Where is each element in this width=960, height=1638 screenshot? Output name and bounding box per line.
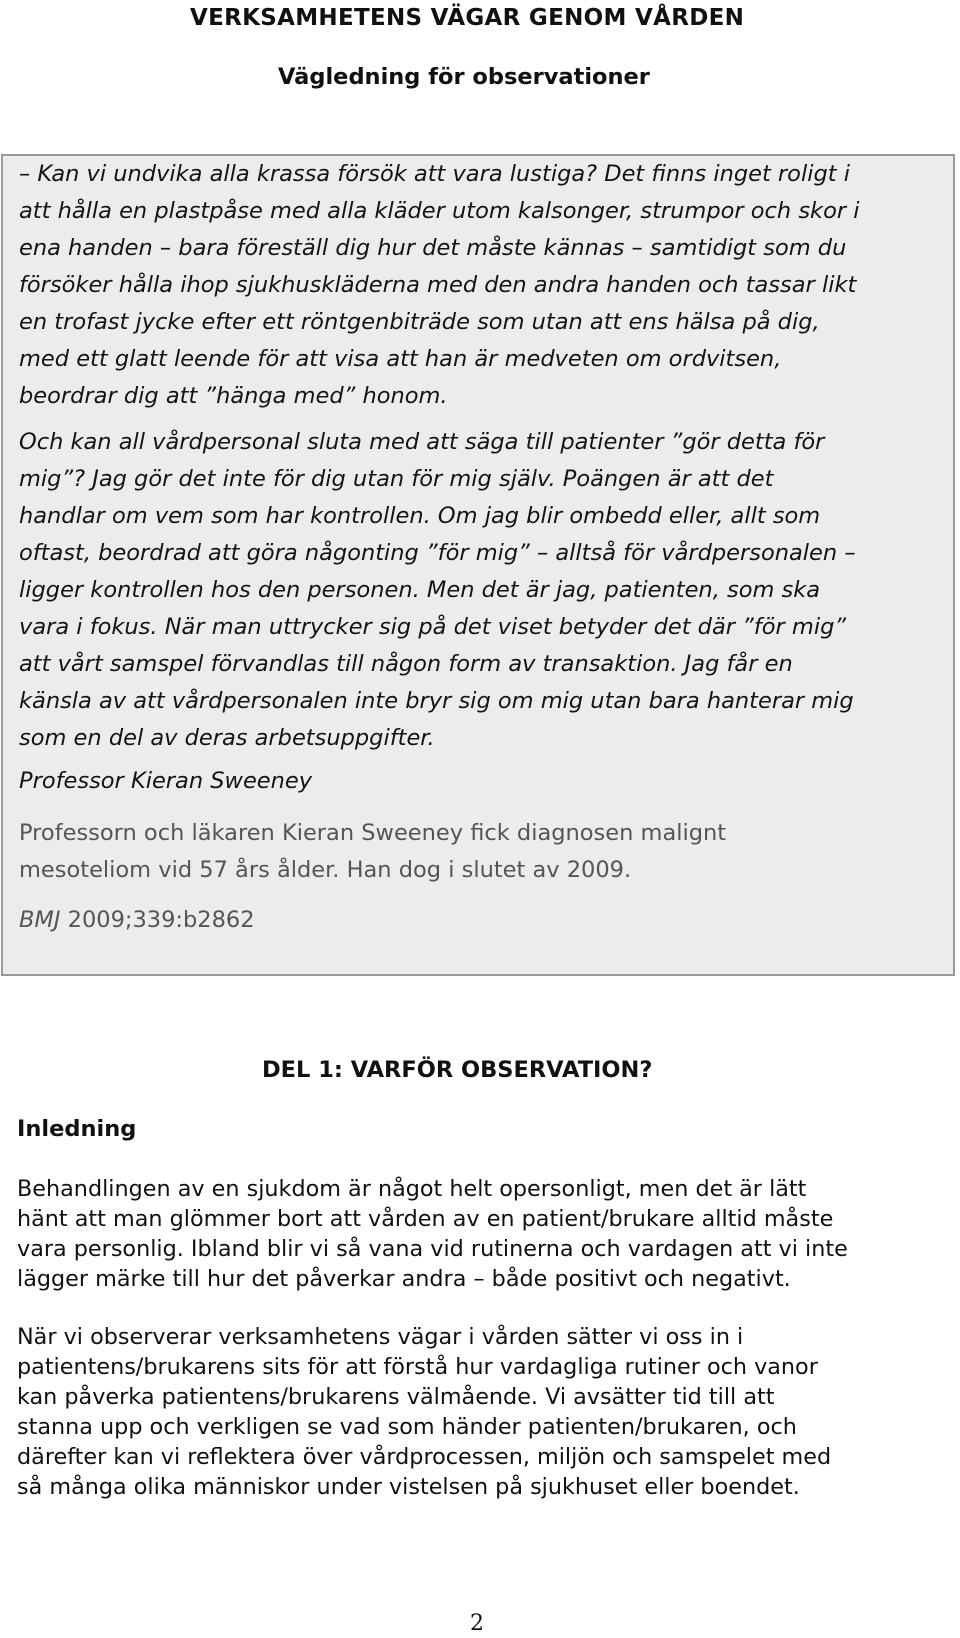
quote-attribution: Professor Kieran Sweeney [19, 768, 313, 794]
page-number: 2 [470, 1611, 484, 1636]
section-subheading: Inledning [17, 1116, 137, 1142]
journal-reference [19, 902, 255, 939]
document-title: VERKSAMHETENS VÄGAR GENOM VÅRDEN [190, 5, 745, 31]
quote-box [1, 154, 955, 976]
quote-paragraph-2: Och kan all vårdpersonal sluta med att säga till patienter ”gör detta för mig”? Jag gör det inte för dig utan för mig själv. Poängen är att det handlar om vem som har kontrollen. Om jag blir ombedd eller, allt som oftast, beordrad att göra någonting ”för mig” – alltså för vårdpersonalen – ligger kontrollen hos den personen. Men det är jag, patienten, som ska vara i fokus. När man uttrycker sig på det viset betyder det där ”för mig” att vårt samspel förvandlas till någon form av transaktion. Jag får en känsla av att vårdpersonalen inte bryr sig om mig utan bara hanterar mig som en del av deras arbetsuppgifter. [19, 429, 856, 751]
body-paragraph-2: När vi observerar verksamhetens vägar i vården sätter vi oss in i patientens/brukarens sits för att förstå hur vardagliga rutiner och vanor kan påverka patientens/brukarens välmående. Vi avsätter tid till att stanna upp och verkligen se vad som händer patienten/brukaren, och därefter kan vi reflektera över vårdprocessen, miljön och samspelet med så många olika människor under vistelsen på sjukhuset eller boendet. [17, 1324, 832, 1500]
author-bio: Professorn och läkaren Kieran Sweeney fick diagnosen malignt mesoteliom vid 57 års ålder. Han dog i slutet av 2009. [19, 820, 727, 883]
section-heading: DEL 1: VARFÖR OBSERVATION? [262, 1057, 653, 1083]
document-subtitle: Vägledning för observationer [278, 64, 650, 90]
journal-citation: 2009;339:b2862 [60, 907, 255, 933]
quote-paragraph-1: – Kan vi undvika alla krassa försök att vara lustiga? Det finns inget roligt i att hålla en plastpåse med alla kläder utom kalsonger, strumpor och skor i ena handen – bara föreställ dig hur det måste kännas – samtidigt som du försöker hålla ihop sjukhuskläderna med den andra handen och tassar likt en trofast jycke efter ett röntgenbiträde som utan att ens hälsa på dig, med ett glatt leende för att visa att han är medveten om ordvitsen, beordrar dig att ”hänga med” honom. [19, 161, 860, 409]
body-paragraph-1: Behandlingen av en sjukdom är något helt opersonligt, men det är lätt hänt att man glömmer bort att vården av en patient/brukare alltid måste vara personlig. Ibland blir vi så vana vid rutinerna och vardagen att vi inte lägger märke till hur det påverkar andra – både positivt och negativt. [17, 1176, 848, 1292]
journal-name: BMJ [19, 907, 61, 933]
